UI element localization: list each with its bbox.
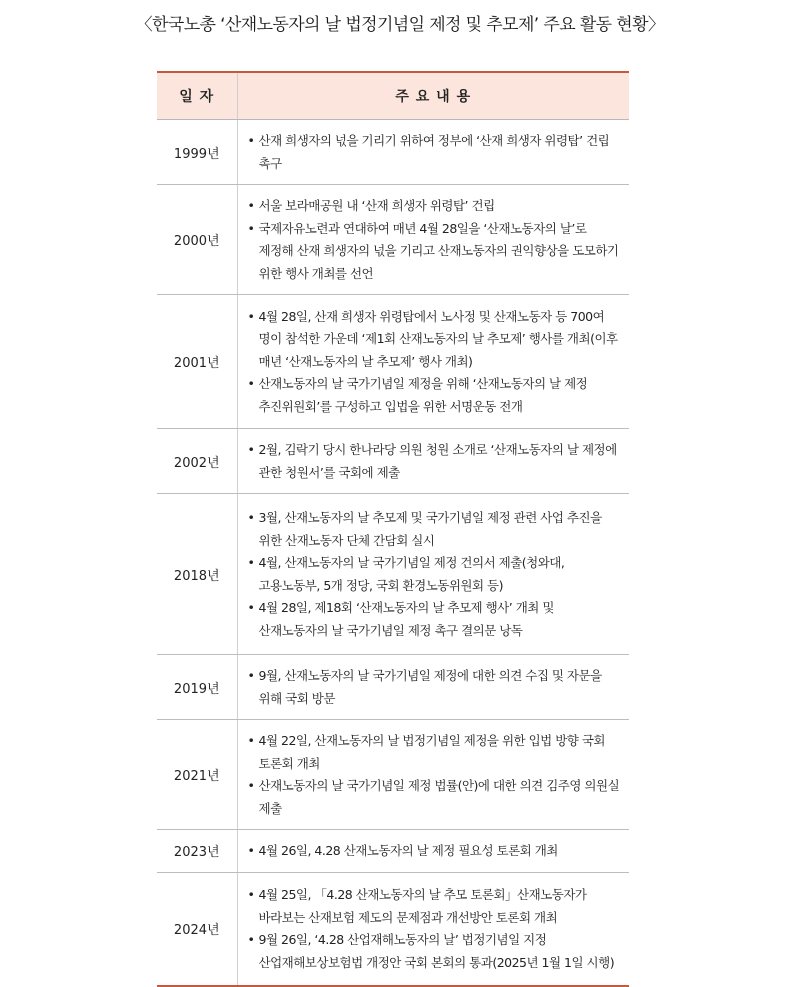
activity-item: • 9월 26일, ‘4.28 산업재해노동자의 날’ 법정기념일 지정 산업재해보상보험법 개정안 국회 본회의 통과(2025년 1월 1일 시행) (248, 929, 622, 974)
content-cell (237, 720, 629, 830)
activity-item: • 4월 25일, 「4.28 산재노동자의 날 추모 토론회」산재노동자가 바라보는 산재보험 제도의 문제점과 개선방안 토론회 개최 (248, 884, 622, 929)
year-cell: 2018년 (157, 494, 237, 655)
activity-table (157, 71, 629, 987)
year-cell: 2000년 (157, 185, 237, 295)
year-cell: 2024년 (157, 872, 237, 986)
content-cell (237, 655, 629, 720)
content-column-header: 주 요 내 용 (237, 72, 629, 120)
activity-item: • 4월, 산재노동자의 날 국가기념일 제정 건의서 제출(청와대, 고용노동부, 5개 정당, 국회 환경노동위원회 등) (248, 552, 622, 597)
content-cell (237, 185, 629, 295)
year-cell: 2021년 (157, 720, 237, 830)
content-cell (237, 429, 629, 494)
content-cell (237, 872, 629, 986)
activity-item: • 3월, 산재노동자의 날 추모제 및 국가기념일 제정 관련 사업 추진을 위한 산재노동자 단체 간담회 실시 (248, 507, 622, 552)
table-row (157, 295, 629, 429)
table-row (157, 872, 629, 986)
year-cell: 2002년 (157, 429, 237, 494)
content-cell (237, 120, 629, 185)
activity-item: • 4월 28일, 산재 희생자 위령탑에서 노사정 및 산재노동자 등 700여 명이 참석한 가운데 ‘제1회 산재노동자의 날 추모제’ 행사를 개최(이후 매년 ‘산재노동자의 날 추모제’ 행사 개최) (248, 306, 622, 374)
activity-item: • 산재노동자의 날 국가기념일 제정 법률(안)에 대한 의견 김주영 의원실 제출 (248, 775, 622, 820)
table-header (157, 72, 629, 120)
table-row (157, 830, 629, 873)
table-row (157, 120, 629, 185)
year-cell: 2001년 (157, 295, 237, 429)
activity-item: • 9월, 산재노동자의 날 국가기념일 제정에 대한 의견 수집 및 자문을 위해 국회 방문 (248, 665, 622, 710)
date-column-header: 일 자 (157, 72, 237, 120)
table-row (157, 655, 629, 720)
page-title: 〈한국노총 ‘산재노동자의 날 법정기념일 제정 및 추모제’ 주요 활동 현황〉 (135, 15, 665, 35)
year-cell: 2019년 (157, 655, 237, 720)
activity-item: • 서울 보라매공원 내 ‘산재 희생자 위령탑’ 건립 (248, 195, 622, 218)
table-body (157, 120, 629, 987)
activity-item: • 국제자유노련과 연대하여 매년 4월 28일을 ‘산재노동자의 날’로 제정해 산재 희생자의 넋을 기리고 산재노동자의 권익향상을 도모하기 위한 행사 개최를 선언 (248, 218, 622, 286)
table-row (157, 185, 629, 295)
content-cell (237, 830, 629, 873)
content-cell (237, 295, 629, 429)
table-row (157, 429, 629, 494)
activity-item: • 4월 26일, 4.28 산재노동자의 날 제정 필요성 토론회 개최 (248, 840, 622, 863)
table-row (157, 720, 629, 830)
year-cell: 2023년 (157, 830, 237, 873)
activity-item: • 4월 22일, 산재노동자의 날 법정기념일 제정을 위한 입법 방향 국회 토론회 개최 (248, 730, 622, 775)
activity-item: • 2월, 김락기 당시 한나라당 의원 청원 소개로 ‘산재노동자의 날 제정에 관한 청원서’를 국회에 제출 (248, 439, 622, 484)
activity-item: • 산재노동자의 날 국가기념일 제정을 위해 ‘산재노동자의 날 제정 추진위원회’를 구성하고 입법을 위한 서명운동 전개 (248, 373, 622, 418)
table-row (157, 494, 629, 655)
content-cell (237, 494, 629, 655)
year-cell: 1999년 (157, 120, 237, 185)
activity-item: • 산재 희생자의 넋을 기리기 위하여 정부에 ‘산재 희생자 위령탑’ 건립 촉구 (248, 130, 622, 175)
activity-item: • 4월 28일, 제18회 ‘산재노동자의 날 추모제 행사’ 개최 및 산재노동자의 날 국가기념일 제정 촉구 결의문 낭독 (248, 597, 622, 642)
